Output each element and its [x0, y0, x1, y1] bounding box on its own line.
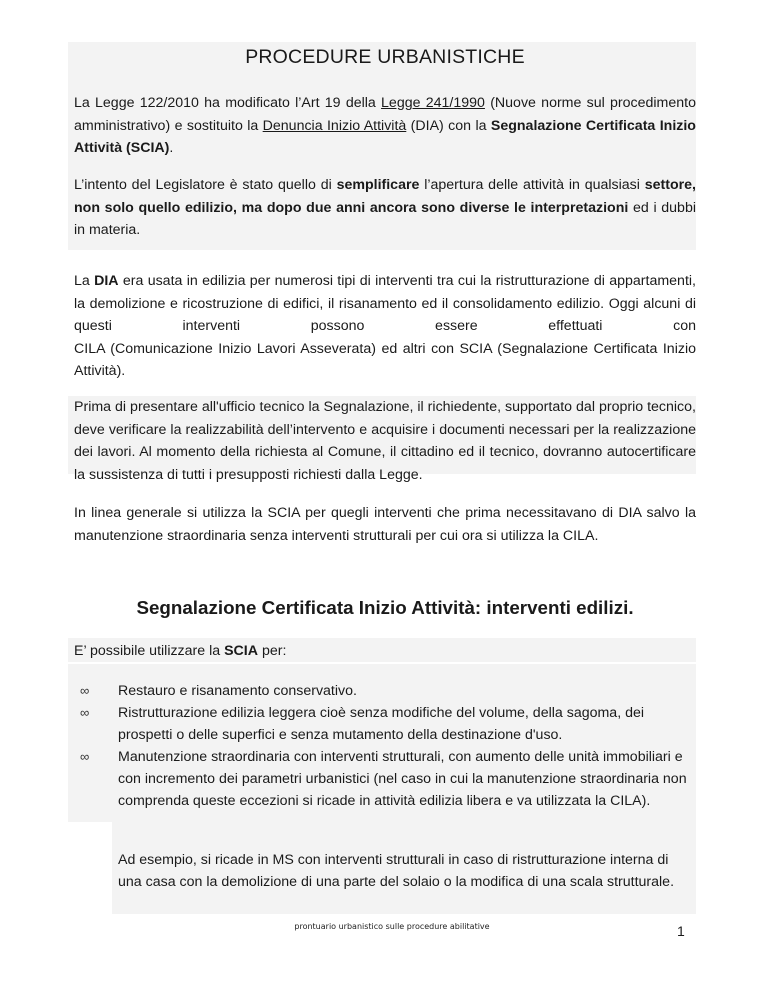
p2-text-c: ed i dubbi in materia. — [74, 199, 696, 238]
link-legge-241-1990[interactable]: Legge 241/1990 — [381, 95, 485, 111]
section-subtitle: Segnalazione Certificata Inizio Attività: interventi edilizi. — [136, 597, 634, 618]
link-denuncia-inizio-attivita[interactable]: Denuncia Inizio Attività — [262, 117, 407, 134]
intro-text-b: per: — [258, 643, 287, 659]
paragraph-presentation: Prima di presentare all'ufficio tecnico la Segnalazione, il richiedente, supportato dal proprio tecnico, deve verificare la realizzabilità dell’intervento e acquisire i documenti necessari per la realizzazione dei lavori. Al momento della richiesta al Comune, il cittadino ed il tecnico, dovranno autocertificare la sussistenza di tutti i presupposti richiesti dalla Legge. — [74, 399, 696, 483]
infinity-bullet-icon: ∞ — [80, 749, 90, 764]
p3-text-a: La — [74, 273, 95, 289]
list-item — [74, 746, 696, 812]
p1-text-c: (DIA) con la — [406, 117, 491, 134]
page-footer: prontuario urbanistico sulle procedure abilitative — [294, 922, 490, 931]
p1-text-d: . — [169, 140, 174, 156]
p2-text-b: l’apertura delle attività in qualsiasi — [419, 177, 645, 193]
paragraph-legislator-intent — [74, 174, 696, 242]
list-item — [74, 702, 696, 746]
intro-text-a: E’ possibile utilizzare la — [74, 643, 225, 659]
example-paragraph: Ad esempio, si ricade in MS con interventi strutturali in caso di ristrutturazione interna di una casa con la demolizione di una parte del solaio o la modifica di una scala strutturale. — [118, 852, 675, 890]
list-item-text: Restauro e risanamento conservativo. — [118, 683, 357, 699]
paragraph-dia-usage — [74, 270, 696, 383]
page-number: 1 — [677, 923, 685, 939]
intro-bold-scia: SCIA — [224, 643, 258, 659]
list-item-text: Manutenzione straordinaria con interventi strutturali, con aumento delle unità immobiliari e con incremento dei parametri urbanistici (nel caso in cui la manutenzione straordinaria non comprenda queste eccezioni si ricade in attività edilizia libera e va utilizzata la CILA). — [118, 749, 687, 809]
paragraph-law-change — [74, 92, 696, 160]
p2-bold-settore: settore, non solo quello edilizio, ma dopo due anni ancora sono diverse le interpretazioni — [74, 177, 696, 216]
p1-text-b: (Nuove norme sul procedimento amministrativo) e sostituito la — [74, 95, 696, 134]
p3-text-b: era usata in edilizia per numerosi tipi di interventi tra cui la ristrutturazione di appartamenti, la demolizione e ricostruzione di edifici, il risanamento ed il consolidamento edilizio. Oggi alcuni di questi interventi possono essere effettuati con — [74, 273, 696, 334]
page-title: PROCEDURE URBANISTICHE — [245, 46, 525, 68]
scia-bullet-list — [74, 680, 696, 812]
p2-bold-semplificare: semplificare — [336, 177, 420, 193]
p2-text-a: L’intento del Legislatore è stato quello di — [74, 177, 337, 193]
p3-line-group — [74, 270, 696, 338]
list-item — [74, 680, 696, 702]
p3-bold-dia: DIA — [94, 273, 119, 289]
infinity-bullet-icon: ∞ — [80, 683, 90, 698]
infinity-bullet-icon: ∞ — [80, 705, 90, 720]
paragraph-general-use: In linea generale si utilizza la SCIA per quegli interventi che prima necessitavano di DIA salvo la manutenzione straordinaria senza interventi strutturali per cui ora si utilizza la CILA. — [74, 505, 696, 544]
p3-text-c: CILA (Comunicazione Inizio Lavori Asseverata) ed altri con SCIA (Segnalazione Certificata Inizio Attività). — [74, 340, 696, 379]
list-item-text: Ristrutturazione edilizia leggera cioè senza modifiche del volume, della sagoma, dei prospetti o delle superfici e senza mutamento della destinazione d'uso. — [118, 705, 645, 743]
p1-text-a: La Legge 122/2010 ha modificato l’Art 19 della — [74, 95, 382, 111]
p1-bold-scia: Segnalazione Certificata Inizio Attività (SCIA) — [74, 117, 696, 156]
scia-intro — [74, 640, 696, 663]
